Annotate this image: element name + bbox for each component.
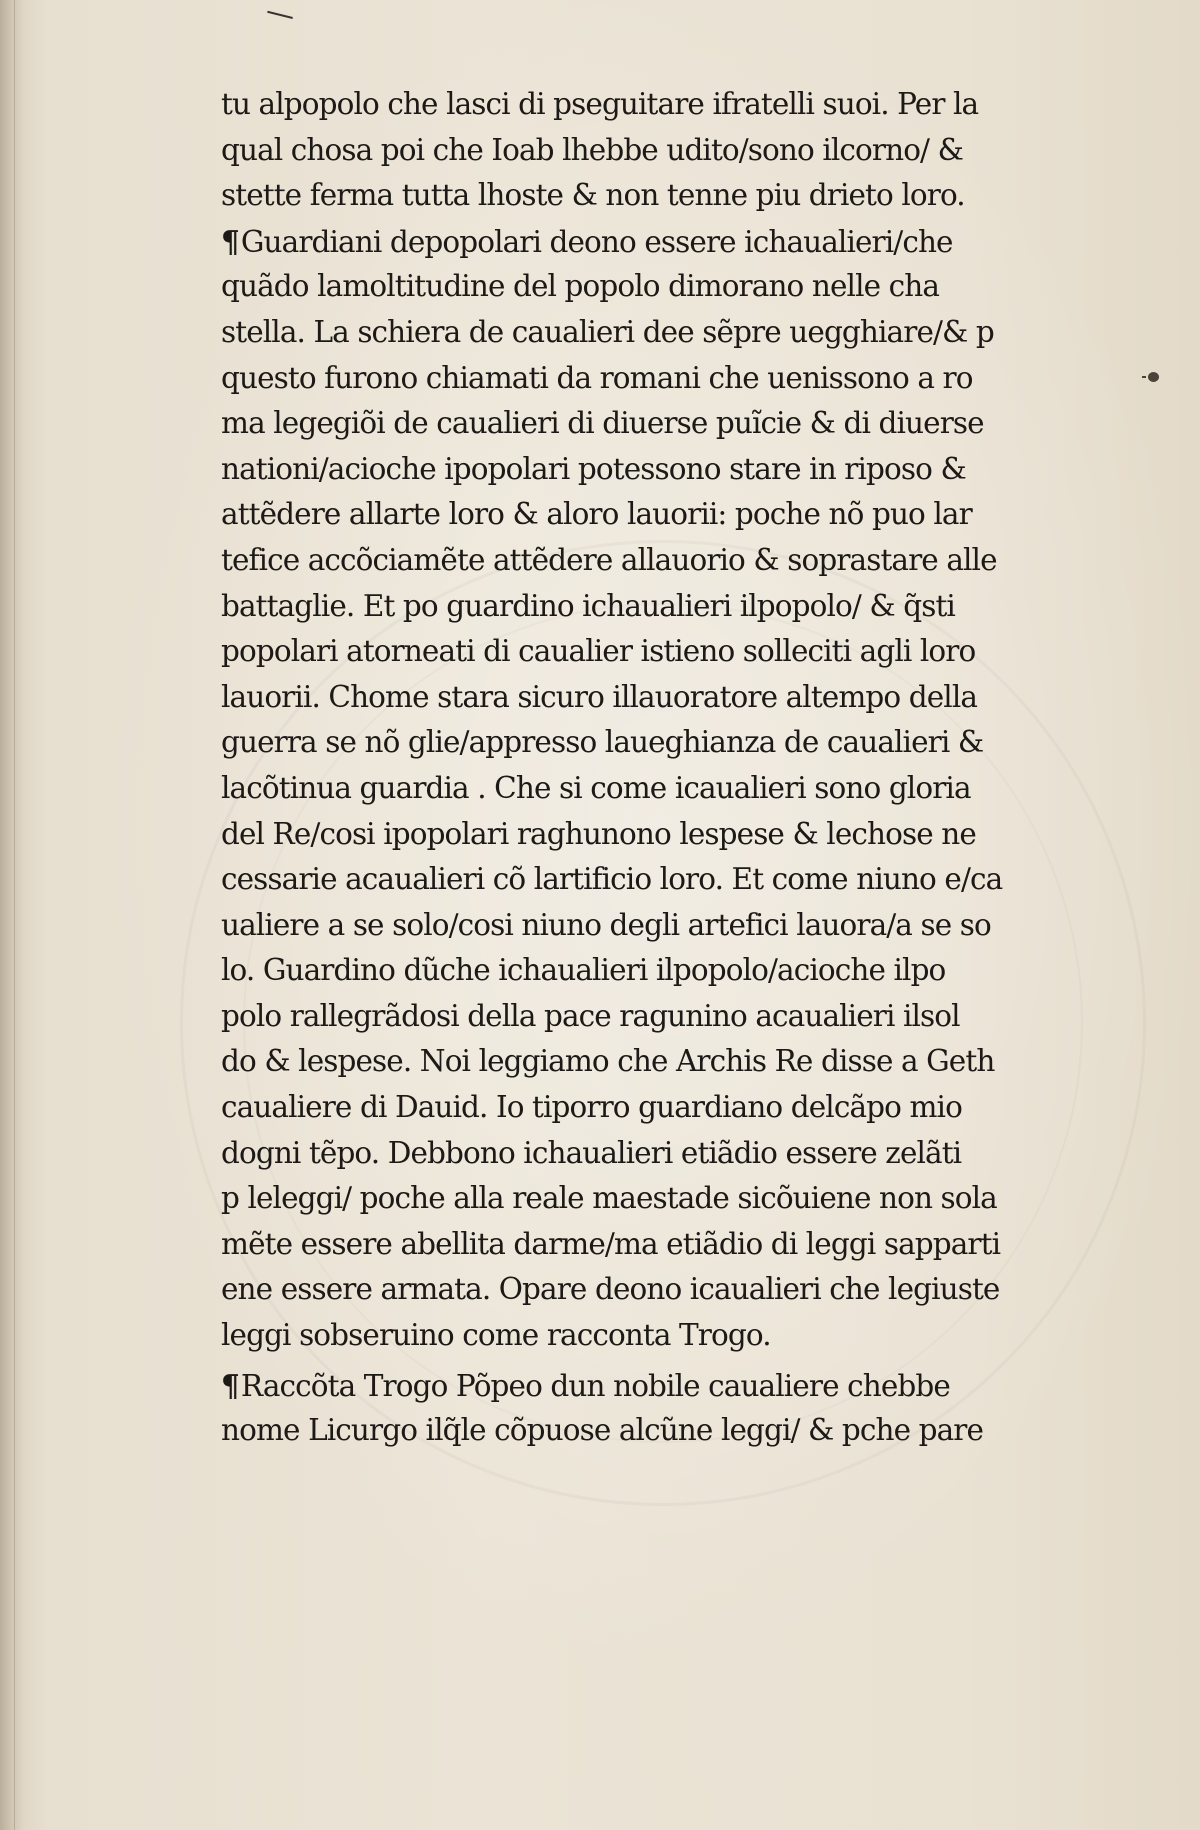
text-line (221, 219, 1141, 265)
text-line: nome Licurgo ilq̃le cõpuose alcũne leggi/ & pche pare (221, 1413, 984, 1448)
text-block (221, 82, 1141, 1454)
text-line: caualiere di Dauid. Io tiporro guardiano delcãpo mio (221, 1090, 962, 1125)
text-line: battaglie. Et po guardino ichaualieri ilpopolo/ & q̃sti (221, 588, 955, 623)
text-line-content: Raccõta Trogo Põpeo dun nobile caualiere chebbe (240, 1368, 950, 1403)
text-line: cessarie acaualieri cõ lartificio loro. Et come niuno e/ca (221, 862, 1003, 897)
text-line: stella. La schiera de caualieri dee sẽpre uegghiare/& p (221, 314, 994, 349)
text-line: dogni tẽpo. Debbono ichaualieri etiãdio essere zelãti (221, 1135, 962, 1170)
ink-mark (267, 3, 295, 19)
text-line: quãdo lamoltitudine del popolo dimorano nelle cha (221, 269, 940, 304)
text-line: polo rallegrãdosi della pace ragunino acaualieri ilsol (221, 998, 960, 1033)
text-line: popolari atorneati di caualier istieno solleciti agli loro (221, 634, 976, 669)
page-edge (14, 0, 15, 1830)
text-line: tefice accõciamẽte attẽdere allauorio & soprastare alle (221, 542, 997, 577)
text-line: lacõtinua guardia . Che si come icaualieri sono gloria (221, 770, 971, 805)
text-line: questo furono chiamati da romani che uenissono a ro (221, 360, 973, 395)
text-line: ma legegiõi de caualieri di diuerse puĩcie & di diuerse (221, 406, 984, 441)
text-line (221, 1363, 1141, 1409)
paragraph-mark: ¶ (221, 1367, 239, 1403)
text-line: qual chosa poi che Ioab lhebbe udito/sono ilcorno/ & (221, 132, 963, 167)
text-line-content: Guardiani depopolari deono essere ichaualieri/che (240, 224, 953, 259)
text-line: mẽte essere abellita darme/ma etiãdio di leggi sapparti (221, 1226, 1001, 1261)
text-line: lo. Guardino dũche ichaualieri ilpopolo/acioche ilpo (221, 953, 946, 988)
gutter-shadow (0, 0, 24, 1830)
text-line: ene essere armata. Opare deono icaualieri che legiuste (221, 1272, 1000, 1307)
text-line: nationi/acioche ipopolari potessono stare in riposo & (221, 451, 966, 486)
text-line: lauorii. Chome stara sicuro illauoratore altempo della (221, 679, 978, 714)
text-line: tu alpopolo che lasci di pseguitare ifratelli suoi. Per la (221, 87, 979, 121)
text-line: guerra se nõ glie/appresso laueghianza de caualieri & (221, 725, 984, 760)
paragraph-mark: ¶ (221, 223, 239, 259)
text-line: attẽdere allarte loro & aloro lauorii: poche nõ puo lar (221, 497, 972, 532)
text-line: p leleggi/ poche alla reale maestade sicõuiene non sola (221, 1181, 997, 1216)
text-line: do & lespese. Noi leggiamo che Archis Re disse a Geth (221, 1044, 995, 1079)
text-line: stette ferma tutta lhoste & non tenne piu drieto loro. (221, 178, 965, 213)
ink-blot (1148, 372, 1159, 382)
text-line: leggi sobseruino come racconta Trogo. (221, 1318, 771, 1353)
text-line: del Re/cosi ipopolari raghunono lespese & lechose ne (221, 816, 976, 851)
text-line: ualiere a se solo/cosi niuno degli artefici lauora/a se so (221, 907, 991, 942)
